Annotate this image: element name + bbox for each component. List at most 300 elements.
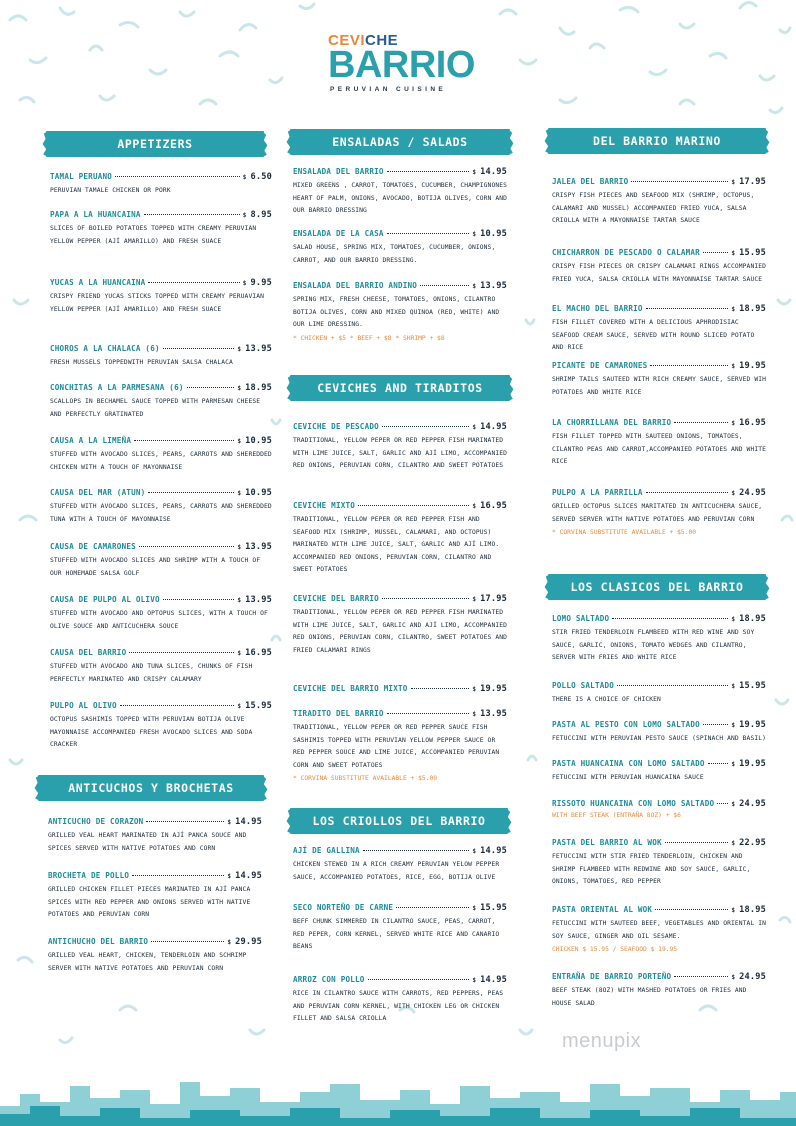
menu-item-name: CEVICHE DEL BARRIO: [293, 594, 379, 603]
menu-item: [552, 488, 766, 538]
currency-symbol: $: [731, 306, 736, 313]
price-amount: 14.95: [480, 975, 507, 985]
menu-item-name: PASTA ORIENTAL AL WOK: [552, 905, 653, 914]
menu-item-name: TAMAL PERUANO: [50, 172, 113, 181]
currency-symbol: $: [472, 503, 477, 510]
menu-item-addon-note: WITH BEEF STEAK (ENTRAÑA 8OZ) + $6: [552, 812, 681, 819]
menu-item-description: PERUVIAN TAMALE CHICKEN OR PORK: [50, 187, 171, 194]
menu-item-description: GRILLED OCTOPUS SLICES MARITATED IN ANTICUCHERA SAUCE, SERVED SERVER WITH NATIVE POTATOES AND PERUVIAN CORN: [552, 503, 763, 523]
price-amount: 14.95: [480, 167, 507, 177]
price-amount: 19.95: [480, 684, 507, 694]
menu-item-header: [552, 905, 766, 915]
menu-item-name: PAPA A LA HUANCAINA: [50, 210, 141, 219]
menu-item-price: [472, 709, 507, 719]
menu-item: [48, 817, 262, 855]
menu-item: [48, 937, 262, 975]
currency-symbol: $: [237, 385, 242, 392]
menu-item-price: [237, 595, 272, 605]
menu-item: [293, 709, 507, 784]
menu-item-header: [50, 488, 272, 498]
dotted-leader: [612, 618, 728, 619]
currency-symbol: $: [731, 840, 736, 847]
menu-item-price: [472, 422, 507, 432]
menu-item-name: PICANTE DE CAMARONES: [552, 361, 648, 370]
menu-item-name: ENSALADA DE LA CASA: [293, 229, 384, 238]
dotted-leader: [134, 440, 234, 441]
menu-item-header: [50, 701, 272, 711]
price-amount: 22.95: [739, 838, 766, 848]
menu-item-price: [731, 681, 766, 691]
menu-item-name: ARROZ CON POLLO: [293, 975, 365, 984]
menu-item-description: FISH FILLET TOPPED WITH SAUTEED ONIONS, TOMATOES, CILANTRO PEAS AND CARROT,ACCOMPANIED POTATOES AND WHITE RICE: [552, 433, 767, 466]
menu-item-header: [50, 172, 272, 182]
section-title-marino: DEL BARRIO MARINO: [548, 128, 766, 154]
currency-symbol: $: [731, 179, 736, 186]
menu-item: [552, 720, 766, 746]
menu-item: [293, 422, 507, 473]
currency-symbol: $: [731, 683, 736, 690]
menu-item-price: [472, 684, 507, 694]
menu-item-name: CAUSA DE PULPO AL OLIVO: [50, 595, 160, 604]
menu-item-header: [50, 595, 272, 605]
menu-item-name: CHOROS A LA CHALACA (6): [50, 344, 160, 353]
menu-item-name: ENTRAÑA DE BARRIO PORTEÑO: [552, 972, 672, 981]
menu-item-price: [243, 278, 272, 288]
menu-item-name: CAUSA A LA LIMEÑA: [50, 436, 132, 445]
menu-item-name: POLLO SALTADO: [552, 681, 615, 690]
price-amount: 14.95: [235, 871, 262, 881]
dotted-leader: [396, 907, 469, 908]
menu-item-header: [552, 418, 766, 428]
menu-item-header: [552, 248, 766, 258]
menu-item-name: LA CHORRILLANA DEL BARRIO: [552, 418, 672, 427]
dotted-leader: [115, 176, 240, 177]
menu-item-price: [237, 488, 272, 498]
logo-barrio-text: BARRIO: [328, 44, 475, 86]
dotted-leader: [387, 713, 470, 714]
section-title-clasicos: LOS CLASICOS DEL BARRIO: [548, 574, 766, 600]
dotted-leader: [151, 941, 224, 942]
dotted-leader: [420, 285, 469, 286]
menu-item-price: [731, 488, 766, 498]
currency-symbol: $: [731, 363, 736, 370]
menu-item-description: CRISPY FISH PIECES AND SEAFOOD MIX (SHRIMP, OCTOPUS, CALAMARI AND MUSSEL) ACCOMPANIED FRIED YUCA, SALSA CRIOLLA WITH A MAYONNAISE TARTAR SAUCE: [552, 192, 755, 225]
logo-ceviche-part2: CHE: [365, 32, 399, 49]
menu-item-header: [48, 937, 262, 947]
price-amount: 13.95: [480, 281, 507, 291]
menu-item-header: [552, 972, 766, 982]
menu-item-description: STUFFED WITH AVOCADO SLICES, PEARS, CARROTS AND SHEREDDED TUNA WITH A TOUCH OF MAYONNAISE: [50, 503, 272, 523]
menu-item-addon-note: * CORVINA SUBSTITUTE AVAILABLE + $5.00: [552, 529, 697, 537]
menu-item-header: [552, 681, 766, 691]
dotted-leader: [411, 688, 470, 689]
menu-item-description: FETUCCINI WITH SAUTEED BEEF, VEGETABLES AND ORIENTAL IN SOY SAUCE, GINGER AND OIL SESAME.: [552, 920, 767, 940]
menu-item-description: FETUCCINI WITH PERUVIAN PESTO SAUCE (SPINACH AND BASIL): [552, 735, 767, 742]
currency-symbol: $: [472, 596, 477, 603]
menu-item: [50, 210, 272, 248]
menu-item-header: [293, 684, 507, 694]
dotted-leader: [163, 599, 235, 600]
city-skyline-illustration: [0, 1046, 796, 1126]
currency-symbol: $: [472, 905, 477, 912]
menu-item-price: [731, 361, 766, 371]
price-amount: 17.95: [739, 177, 766, 187]
menu-item-price: [243, 172, 272, 182]
menu-item-description: STUFFED WITH AVOCADO SLICES, PEARS, CARROTS AND SHEREDDED CHICKEN WITH A TOUCH OF MAYONNAISE: [50, 451, 272, 471]
menu-item: [293, 281, 507, 344]
currency-symbol: $: [472, 848, 477, 855]
section-title-anticuchos: ANTICUCHOS Y BROCHETAS: [38, 775, 264, 801]
menu-item-name: PULPO A LA PARRILLA: [552, 488, 643, 497]
menu-item-name: CAUSA DE CAMARONES: [50, 542, 136, 551]
dotted-leader: [703, 724, 728, 725]
dotted-leader: [144, 214, 240, 215]
menu-item-addon-note: * CORVINA SUBSTITUTE AVAILABLE + $5.00: [293, 775, 438, 783]
menu-item-name: ENSALADA DEL BARRIO: [293, 167, 384, 176]
menu-item-price: [472, 281, 507, 291]
menu-item-header: [50, 436, 272, 446]
menu-item-price: [731, 799, 766, 809]
menu-item-description: SALAD HOUSE, SPRING MIX, TOMATOES, CUCUMBER, ONIONS, CARROT, AND OUR BARRIO DRESSING.: [293, 244, 496, 264]
menu-item-price: [731, 418, 766, 428]
menu-item-addon-note: * CHICKEN + $5 * BEEF + $8 * SHRIMP + $8: [293, 334, 445, 342]
menu-item-header: [293, 229, 507, 239]
price-amount: 15.95: [245, 701, 272, 711]
menu-item: [552, 361, 766, 399]
menu-item: [50, 172, 272, 198]
dotted-leader: [387, 171, 470, 172]
price-amount: 10.95: [245, 488, 272, 498]
dotted-leader: [708, 763, 729, 764]
price-amount: 15.95: [480, 903, 507, 913]
dotted-leader: [187, 387, 235, 388]
menu-item: [50, 278, 272, 316]
menu-item-price: [227, 871, 262, 881]
menu-item-price: [237, 701, 272, 711]
menu-item-price: [731, 248, 766, 258]
menu-item: [552, 418, 766, 469]
currency-symbol: $: [472, 686, 477, 693]
menu-item-price: [731, 614, 766, 624]
logo-ceviche-part1: CEVI: [328, 32, 366, 49]
menu-item: [50, 436, 272, 474]
menu-item-description: FISH FILLET COVERED WITH A DELICIOUS APHRODISIAC SEAFOOD CREAM SAUCE, SERVED WITH ROUND SLICED POTATO AND RICE: [552, 319, 755, 352]
menu-item: [552, 759, 766, 785]
dotted-leader: [368, 979, 470, 980]
logo-tagline: PERUVIAN CUISINE: [330, 86, 447, 93]
menu-item-description: GRILLED VEAL HEART MARINATED IN AJÍ PANCA SOUCE AND SPICES SERVED WITH NATIVE POTATOES AND CORN: [48, 832, 247, 852]
menu-item-price: [237, 436, 272, 446]
menu-item-description: TRADITIONAL, YELLOW PEPER OR RED PEPPER FISH AND SEAFOOD MIX (SHRIMP, MUSSEL, CALAMARI, AND OCTOPUS) MARINATED WITH LIME JUICE, SALT, GARLIC AND AJÍ LIMO. ACCOMPANIED RED ONIONS, PERUVIAN CORN, CILANTRO AND SWEET POTATOES: [293, 516, 500, 574]
currency-symbol: $: [227, 873, 232, 880]
menu-item: [552, 905, 766, 955]
dotted-leader: [631, 181, 728, 182]
menu-item-name: PASTA HUANCAINA CON LOMO SALTADO: [552, 759, 705, 768]
price-amount: 10.95: [480, 229, 507, 239]
dotted-leader: [387, 233, 470, 234]
price-amount: 13.95: [245, 595, 272, 605]
menu-item: [50, 595, 272, 633]
menu-item: [293, 846, 507, 884]
menu-item-description: TRADITIONAL, YELLOW PEPER OR RED PEPPER SAUCE FISH SASHIMIS TOPPED WITH PERUVIAN YELLOW PEPPER SAUCE OR RED PEPPER SOUCE AND LIME JUICE, ACCOMPANIED PERUVIAN CORN AND SWEET POTATOES: [293, 724, 500, 769]
menu-item-price: [243, 210, 272, 220]
menu-item-name: EL MACHO DEL BARRIO: [552, 304, 643, 313]
section-title-ensaladas: ENSALADAS / SALADS: [290, 129, 510, 155]
menu-item-name: YUCAS A LA HUANCAINA: [50, 278, 146, 287]
menu-item-description: SHRIMP TAILS SAUTEED WITH RICH CREAMY SAUCE, SERVED WIH POTATOES AND WHITE RICE: [552, 376, 767, 396]
menu-item-name: RISSOTO HUANCAINA CON LOMO SALTADO: [552, 799, 715, 808]
menu-item-header: [50, 278, 272, 288]
currency-symbol: $: [237, 703, 242, 710]
menu-item-price: [227, 937, 262, 947]
dotted-leader: [163, 348, 235, 349]
menu-item-description: FETUCCINI WITH STIR FRIED TENDERLOIN, CHICKEN AND SHRIMP FLAMBEED WITH REDWINE AND SOY SAUCE, GARLIC, ONIONS, TOMATOES, RED PEPPER: [552, 853, 751, 886]
menu-item: [293, 903, 507, 954]
section-title-criollos: LOS CRIOLLOS DEL BARRIO: [290, 808, 508, 834]
dotted-leader: [132, 875, 224, 876]
currency-symbol: $: [242, 280, 247, 287]
price-amount: 16.95: [739, 418, 766, 428]
menu-item-price: [731, 905, 766, 915]
dotted-leader: [617, 685, 728, 686]
menu-item-price: [731, 838, 766, 848]
menu-item-description: GRILLED VEAL HEART, CHICKEN, TENDERLOIN AND SCHRIMP SERVER WITH NATIVE POTATOES AND PERUVIAN CORN: [48, 952, 247, 972]
currency-symbol: $: [731, 616, 736, 623]
menu-item-name: JALEA DEL BARRIO: [552, 177, 629, 186]
menu-item-header: [293, 422, 507, 432]
menu-item-description: CRISPY FRIEND YUCAS STICKS TOPPED WITH CREAMY PERUAVIAN YELLOW PEPPER (AJÍ AMARILLO) AND FRESH SUACE: [50, 293, 265, 313]
menu-item: [48, 871, 262, 922]
menu-item-price: [472, 846, 507, 856]
dotted-leader: [363, 850, 470, 851]
menu-item-header: [293, 975, 507, 985]
menu-item-price: [472, 501, 507, 511]
currency-symbol: $: [472, 424, 477, 431]
currency-symbol: $: [237, 650, 242, 657]
currency-symbol: $: [731, 907, 736, 914]
menu-item-header: [293, 167, 507, 177]
restaurant-logo: [320, 30, 480, 100]
price-amount: 15.95: [739, 681, 766, 691]
menu-item-description: RICE IN CILANTRO SAUCE WITH CARROTS, RED PEPPERS, PEAS AND PERUVIAN CORN KERNEL, WITH CHICKEN LEG OR CHICKEN FILLET AND SALSA CRIOLLA: [293, 990, 504, 1023]
currency-symbol: $: [472, 231, 477, 238]
menu-item: [552, 304, 766, 355]
price-amount: 6.50: [250, 172, 272, 182]
menu-item-addon-note: CHICKEN $ 15.95 / SEAFOOD $ 19.95: [552, 946, 678, 954]
menu-item: [293, 501, 507, 577]
currency-symbol: $: [237, 544, 242, 551]
menu-item-header: [552, 488, 766, 498]
menupix-watermark: menupix: [562, 1030, 642, 1052]
price-amount: 14.95: [235, 817, 262, 827]
menu-item-price: [472, 975, 507, 985]
menu-item: [293, 594, 507, 657]
price-amount: 9.95: [250, 278, 272, 288]
menu-item-price: [731, 972, 766, 982]
dotted-leader: [148, 492, 234, 493]
dotted-leader: [358, 505, 469, 506]
price-amount: 15.95: [739, 248, 766, 258]
menu-item-name: ANTICUCHO DE CORAZON: [48, 817, 144, 826]
dotted-leader: [650, 365, 728, 366]
currency-symbol: $: [731, 801, 736, 808]
menu-item-name: PASTA DEL BARRIO AL WOK: [552, 838, 662, 847]
menu-item: [293, 167, 507, 218]
menu-item: [552, 972, 766, 1010]
menu-item-description: SLICES OF BOILED POTATOES TOPPED WITH CREAMY PERUVIAN YELLOW PEPPER (AJÍ AMARILLO) AND FRESH SUACE: [50, 225, 257, 245]
menu-item-name: CEVICHE MIXTO: [293, 501, 356, 510]
menu-item-name: AJÍ DE GALLINA: [293, 846, 360, 855]
menu-item-header: [293, 846, 507, 856]
menu-item-header: [293, 709, 507, 719]
price-amount: 8.95: [250, 210, 272, 220]
dotted-leader: [655, 909, 728, 910]
menu-item-name: BROCHETA DE POLLO: [48, 871, 130, 880]
menu-item-header: [50, 648, 272, 658]
menu-item-price: [472, 167, 507, 177]
menu-item-name: PASTA AL PESTO CON LOMO SALTADO: [552, 720, 700, 729]
price-amount: 17.95: [480, 594, 507, 604]
menu-item-header: [48, 871, 262, 881]
menu-item-price: [472, 229, 507, 239]
currency-symbol: $: [731, 722, 736, 729]
menu-item-description: STUFFED WITH AVOCADO SLICES AND SHRIMP WITH A TOUCH OF OUR HOMEMADE SALSA GOLF: [50, 557, 261, 577]
menu-item: [552, 614, 766, 665]
price-amount: 13.95: [245, 542, 272, 552]
price-amount: 19.95: [739, 759, 766, 769]
menu-item-header: [50, 542, 272, 552]
menu-item-price: [731, 720, 766, 730]
currency-symbol: $: [731, 761, 736, 768]
dotted-leader: [139, 546, 234, 547]
menu-item: [50, 344, 272, 370]
menu-item-header: [552, 304, 766, 314]
menu-item-name: TIRADITO DEL BARRIO: [293, 709, 384, 718]
currency-symbol: $: [237, 597, 242, 604]
currency-symbol: $: [472, 169, 477, 176]
dotted-leader: [703, 252, 728, 253]
menu-item-name: ANTICHUCHO DEL BARRIO: [48, 937, 149, 946]
dotted-leader: [665, 842, 729, 843]
dotted-leader: [646, 308, 729, 309]
price-amount: 18.95: [739, 905, 766, 915]
section-title-ceviches: CEVICHES AND TIRADITOS: [290, 375, 510, 401]
menu-item: [50, 701, 272, 752]
menu-item-description: FETUCCINI WITH PERUVIAN HUANCAINA SAUCE: [552, 774, 704, 781]
price-amount: 24.95: [739, 972, 766, 982]
menu-item-name: SECO NORTEÑO DE CARNE: [293, 903, 394, 912]
menu-item-description: BEFF CHUNK SIMMERED IN CILANTRO SAUCE, PEAS, CARROT, RED PEPER, CORN KERNEL, SERVED WHITE RICE AND CANARIO BEANS: [293, 918, 500, 951]
menu-item: [50, 648, 272, 686]
menu-item-description: CRISPY FISH PIECES OR CRISPY CALAMARI RINGS ACCOMPANIED FRIED YUCA, SALSA CRIOLLA WITH MAYONNAISE TARTAR SAUCE: [552, 263, 767, 283]
currency-symbol: $: [731, 490, 736, 497]
menu-item-name: PULPO AL OLIVO: [50, 701, 117, 710]
menu-item-header: [552, 177, 766, 187]
menu-item: [552, 177, 766, 228]
price-amount: 13.95: [480, 709, 507, 719]
menu-item-header: [50, 210, 272, 220]
menu-item-description: BEEF STEAK (8OZ) WITH MASHED POTATOES OR FRIES AND HOUSE SALAD: [552, 987, 747, 1007]
currency-symbol: $: [227, 939, 232, 946]
menu-item-description: TRADITIONAL, YELLOW PEPER OR RED PEPPER FISH MARINATED WITH LIME JUICE, SALT, GARLIC AND AJÍ LIMO, ACCOMPANIED RED ONIONS, PERUVIAN CORN, CILANTRO, SWEET POTATOES AND FRIED CALAMARI RINGS: [293, 609, 508, 654]
menu-item-description: THERE IS A CHOICE OF CHICKEN: [552, 696, 661, 703]
menu-item-name: CHICHARRON DE PESCADO O CALAMAR: [552, 248, 700, 257]
menu-item-price: [731, 304, 766, 314]
price-amount: 18.95: [245, 383, 272, 393]
currency-symbol: $: [731, 250, 736, 257]
menu-item-description: SPRING MIX, FRESH CHEESE, TOMATOES, ONIONS, CILANTRO BOTIJA OLIVES, CORN AND MIXED QUINOA (RED, WHITE) AND OUR LIME DRESSING.: [293, 296, 500, 329]
currency-symbol: $: [227, 819, 232, 826]
menu-item-price: [227, 817, 262, 827]
menu-item-header: [552, 614, 766, 624]
menu-item: [293, 975, 507, 1026]
menu-item-name: CAUSA DEL MAR (ATUN): [50, 488, 146, 497]
menu-item: [293, 229, 507, 267]
currency-symbol: $: [731, 974, 736, 981]
menu-item-price: [237, 383, 272, 393]
menu-item-price: [731, 177, 766, 187]
currency-symbol: $: [731, 420, 736, 427]
menu-item-description: CHICKEN STEWED IN A RICH CREAMY PERUVIAN YELOW PEPPER SAUCE, ACCOMPANIED POTATOES, RICE, EGG, BOTIJA OLIVE: [293, 861, 500, 881]
price-amount: 16.95: [480, 501, 507, 511]
price-amount: 29.95: [235, 937, 262, 947]
currency-symbol: $: [472, 977, 477, 984]
menu-item-price: [237, 344, 272, 354]
menu-item-description: STUFFED WITH AVOCADO AND OPTOPUS SLICES, WITH A TOUCH OF OLIVE SOUCE AND ANTICUCHERA SOUCE: [50, 610, 268, 630]
menu-item-header: [552, 361, 766, 371]
menu-item: [552, 681, 766, 707]
price-amount: 14.95: [480, 422, 507, 432]
dotted-leader: [717, 803, 728, 804]
menu-item-name: CEVICHE DE PESCADO: [293, 422, 379, 431]
price-amount: 16.95: [245, 648, 272, 658]
menu-item-name: CAUSA DEL BARRIO: [50, 648, 127, 657]
currency-symbol: $: [472, 283, 477, 290]
menu-item-header: [293, 594, 507, 604]
menu-item-price: [472, 594, 507, 604]
menu-item: [50, 383, 272, 421]
price-amount: 18.95: [739, 304, 766, 314]
menu-item-description: OCTOPUS SASHIMIS TOPPED WITH PERUVIAN BOTIJA OLIVE MAYONNAISE ACCOMPANIED FRESH AVOCADO SLICES AND SODA CRACKER: [50, 716, 253, 749]
currency-symbol: $: [242, 212, 247, 219]
dotted-leader: [646, 492, 729, 493]
currency-symbol: $: [237, 346, 242, 353]
menu-item-header: [552, 759, 766, 769]
menu-item-description: SCALLOPS IN BECHAMEL SAUCE TOPPED WITH PARMESAN CHEESE AND PERFECTLY GRATINATED: [50, 398, 261, 418]
menu-item-price: [237, 542, 272, 552]
menu-item-description: TRADITIONAL, YELLOW PEPER OR RED PEPPER FISH MARINATED WITH LIME JUICE, SALT, GARLIC AND AJÍ LIMO, ACCOMPANIED RED ONIONS, PERUVIAN CORN, CILANTRO AND SWEET POTATOES: [293, 437, 508, 470]
menu-item-name: ENSALADA DEL BARRIO ANDINO: [293, 281, 418, 290]
currency-symbol: $: [237, 490, 242, 497]
currency-symbol: $: [237, 438, 242, 445]
menu-item-description: STUFFED WITH AVOCADO AND TUNA SLICES, CHUNKS OF FISH PERFECTLY MARINATED AND CRISPY CALAMARY: [50, 663, 253, 683]
menu-item: [552, 799, 766, 821]
dotted-leader: [674, 422, 728, 423]
price-amount: 19.95: [739, 720, 766, 730]
menu-item-header: [552, 720, 766, 730]
price-amount: 18.95: [739, 614, 766, 624]
currency-symbol: $: [472, 711, 477, 718]
section-title-appetizers: APPETIZERS: [46, 131, 264, 157]
menu-item-description: FRESH MUSSELS TOPPEDWITH PERUVIAN SALSA CHALACA: [50, 359, 233, 366]
menu-item-header: [293, 501, 507, 511]
price-amount: 10.95: [245, 436, 272, 446]
menu-item-price: [237, 648, 272, 658]
price-amount: 24.95: [739, 488, 766, 498]
menu-item-header: [50, 383, 272, 393]
menu-item-name: CONCHITAS A LA PARMESANA (6): [50, 383, 184, 392]
menu-item-description: GRILLED CHICKEN FILLET PIECES MARINATED IN AJÍ PANCA SPICES WITH RED PEPPER AND ONIONS SERVED WITH NATIVE POTATOES AND PERUVIAN CORN: [48, 886, 251, 919]
